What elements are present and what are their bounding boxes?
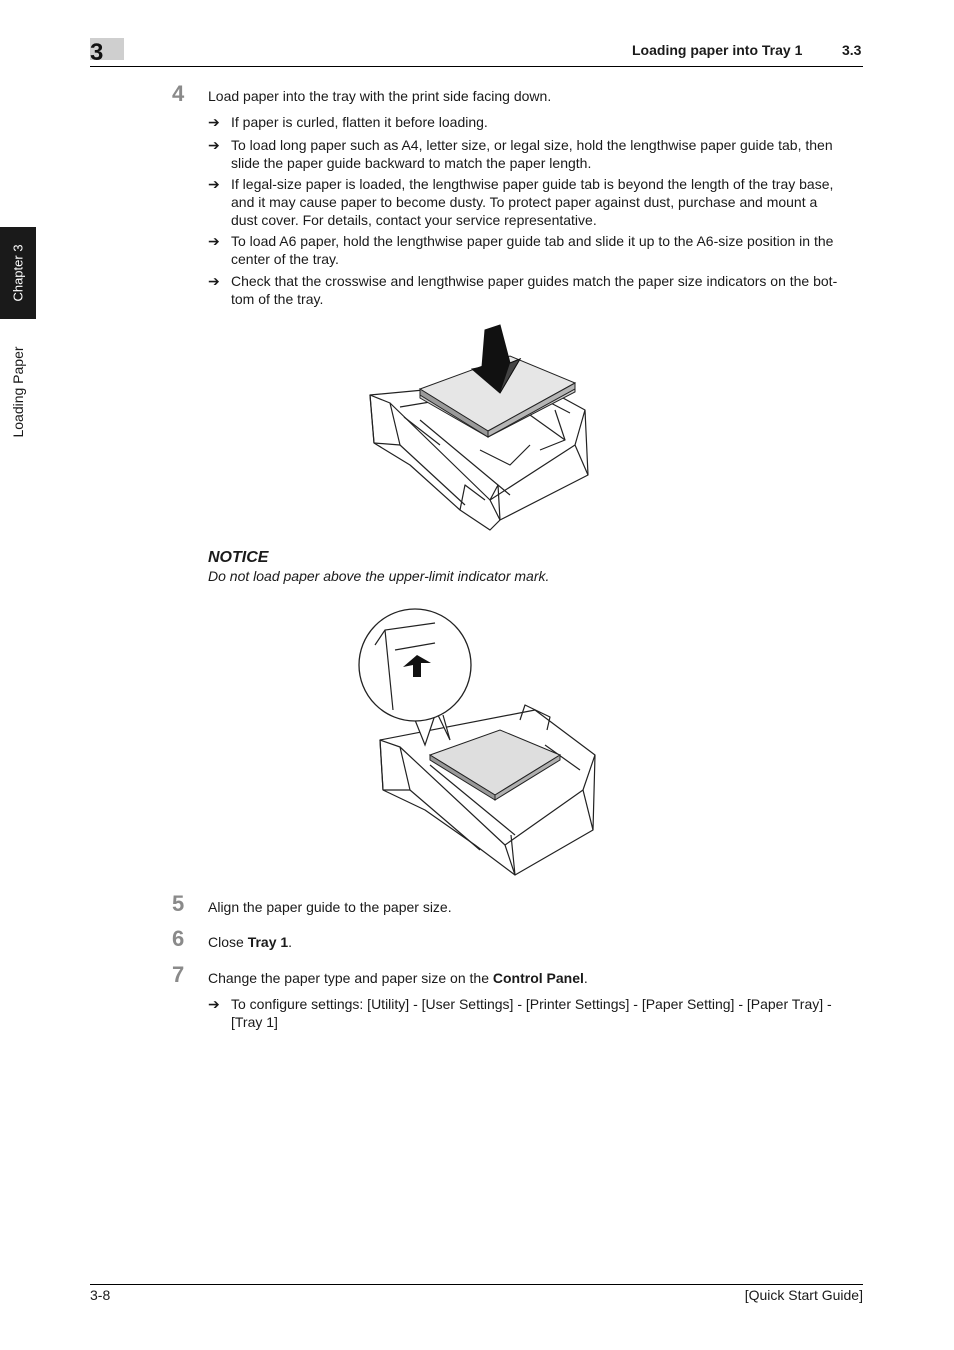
step-4-bullet-4 — [231, 232, 863, 268]
notice-title: NOTICE — [208, 549, 269, 566]
step-6-number: 6 — [172, 926, 185, 951]
step-5-number: 5 — [172, 891, 185, 916]
header-section-number: 3.3 — [842, 42, 862, 58]
bullet-line: If legal-size paper is loaded, the lengthwise paper guide tab is beyond the length of the tray base, — [231, 176, 834, 192]
header-rule — [90, 66, 863, 67]
bullet-line: To load long paper such as A4, letter size, or legal size, hold the lengthwise paper guide tab, then — [231, 137, 833, 153]
bullet-line: If paper is curled, flatten it before loading. — [231, 114, 488, 130]
bullet-arrow: ➔ — [208, 137, 220, 153]
step-5-text: Align the paper guide to the paper size. — [208, 899, 452, 915]
paper-loading-illustration — [360, 325, 600, 535]
bullet-line: Check that the crosswise and lengthwise paper guides match the paper size indicators on the bot- — [231, 273, 838, 289]
step-7-text-after: . — [583, 970, 588, 986]
upper-limit-indicator-illustration — [355, 605, 605, 880]
bullet-line: center of the tray. — [231, 251, 339, 267]
step-6-tray-name: Tray 1 — [247, 934, 289, 950]
chapter-number: 3 — [90, 39, 104, 66]
side-chapter-label: Chapter 3 — [10, 244, 26, 302]
step-6-text-before: Close — [208, 934, 248, 950]
guide-title: [Quick Start Guide] — [744, 1287, 863, 1303]
step-7-text-before: Change the paper type and paper size on the — [208, 970, 493, 986]
step-4-bullet-3 — [231, 175, 863, 229]
step-4-bullet-2 — [231, 136, 863, 172]
notice-text: Do not load paper above the upper-limit indicator mark. — [208, 568, 550, 584]
bullet-line: and it may cause paper to become dusty. To protect paper against dust, purchase and mount a — [231, 194, 818, 210]
step-4-number: 4 — [172, 81, 185, 106]
bullet-line: dust cover. For details, contact your service representative. — [231, 212, 597, 228]
bullet-arrow: ➔ — [208, 176, 220, 192]
step-4-text: Load paper into the tray with the print side facing down. — [208, 88, 552, 104]
side-section-label: Loading Paper — [10, 346, 26, 438]
step-7-control-panel: Control Panel — [492, 970, 584, 986]
step-6-text-after: . — [288, 934, 293, 950]
step-7-text — [208, 969, 588, 987]
bullet-line: To load A6 paper, hold the lengthwise paper guide tab and slide it up to the A6-size position in the — [231, 233, 834, 249]
footer-rule — [90, 1284, 863, 1285]
step-7-number: 7 — [172, 962, 185, 987]
bullet-line: To configure settings: [Utility] - [User Settings] - [Printer Settings] - [Paper Setting] - [Paper Tray] - — [231, 996, 832, 1012]
bullet-line: [Tray 1] — [231, 1014, 278, 1030]
bullet-arrow: ➔ — [208, 233, 220, 249]
step-7-bullet-1 — [231, 995, 863, 1031]
bullet-arrow: ➔ — [208, 996, 220, 1012]
bullet-line: slide the paper guide backward to match the paper length. — [231, 155, 592, 171]
bullet-arrow: ➔ — [208, 273, 220, 289]
step-4-bullet-5 — [231, 272, 863, 308]
page-number: 3-8 — [90, 1287, 111, 1303]
header-title: Loading paper into Tray 1 — [632, 42, 803, 58]
step-6-text — [208, 933, 292, 951]
bullet-arrow: ➔ — [208, 114, 220, 130]
step-4-bullet-1 — [231, 113, 863, 131]
bullet-line: tom of the tray. — [231, 291, 324, 307]
